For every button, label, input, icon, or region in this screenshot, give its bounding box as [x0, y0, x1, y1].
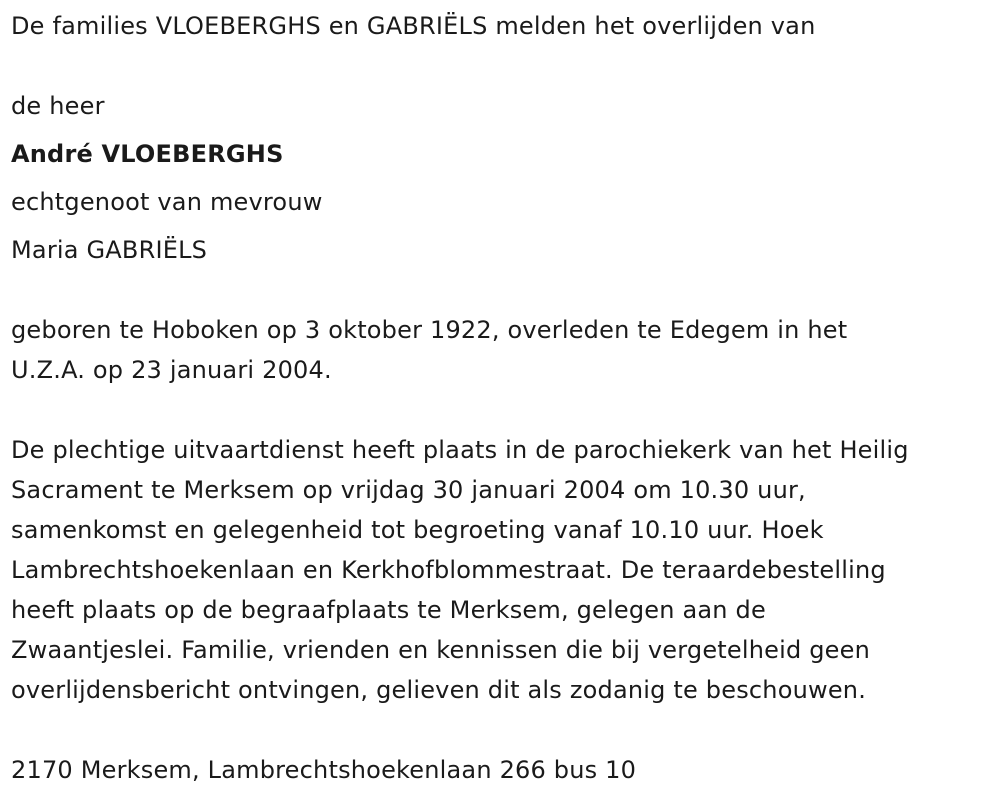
service-line: heeft plaats op de begraafplaats te Merksem, gelegen aan de [11, 596, 766, 624]
intro-text: De families VLOEBERGHS en GABRIËLS melden het overlijden van [11, 12, 816, 40]
service-line: overlijdensbericht ontvingen, gelieven dit als zodanig te beschouwen. [11, 676, 867, 704]
relation-text: echtgenoot van mevrouw [11, 188, 323, 216]
address: 2170 Merksem, Lambrechtshoekenlaan 266 bus 10 [11, 756, 637, 784]
service-line: Sacrament te Merksem op vrijdag 30 januari 2004 om 10.30 uur, [11, 476, 806, 504]
service-line: samenkomst en gelegenheid tot begroeting vanaf 10.10 uur. Hoek [11, 516, 824, 544]
service-paragraph [11, 430, 909, 710]
deceased-name: André VLOEBERGHS [11, 140, 284, 168]
birth-death-paragraph [11, 310, 847, 390]
service-line: Zwaantjeslei. Familie, vrienden en kennissen die bij vergetelheid geen [11, 636, 871, 664]
salutation: de heer [11, 92, 105, 120]
spouse-name: Maria GABRIËLS [11, 236, 208, 264]
birth-death-line: U.Z.A. op 23 januari 2004. [11, 356, 332, 384]
service-line: De plechtige uitvaartdienst heeft plaats in de parochiekerk van het Heilig [11, 436, 909, 464]
birth-death-line: geboren te Hoboken op 3 oktober 1922, overleden te Edegem in het [11, 316, 848, 344]
service-line: Lambrechtshoekenlaan en Kerkhofblommestraat. De teraardebestelling [11, 556, 886, 584]
